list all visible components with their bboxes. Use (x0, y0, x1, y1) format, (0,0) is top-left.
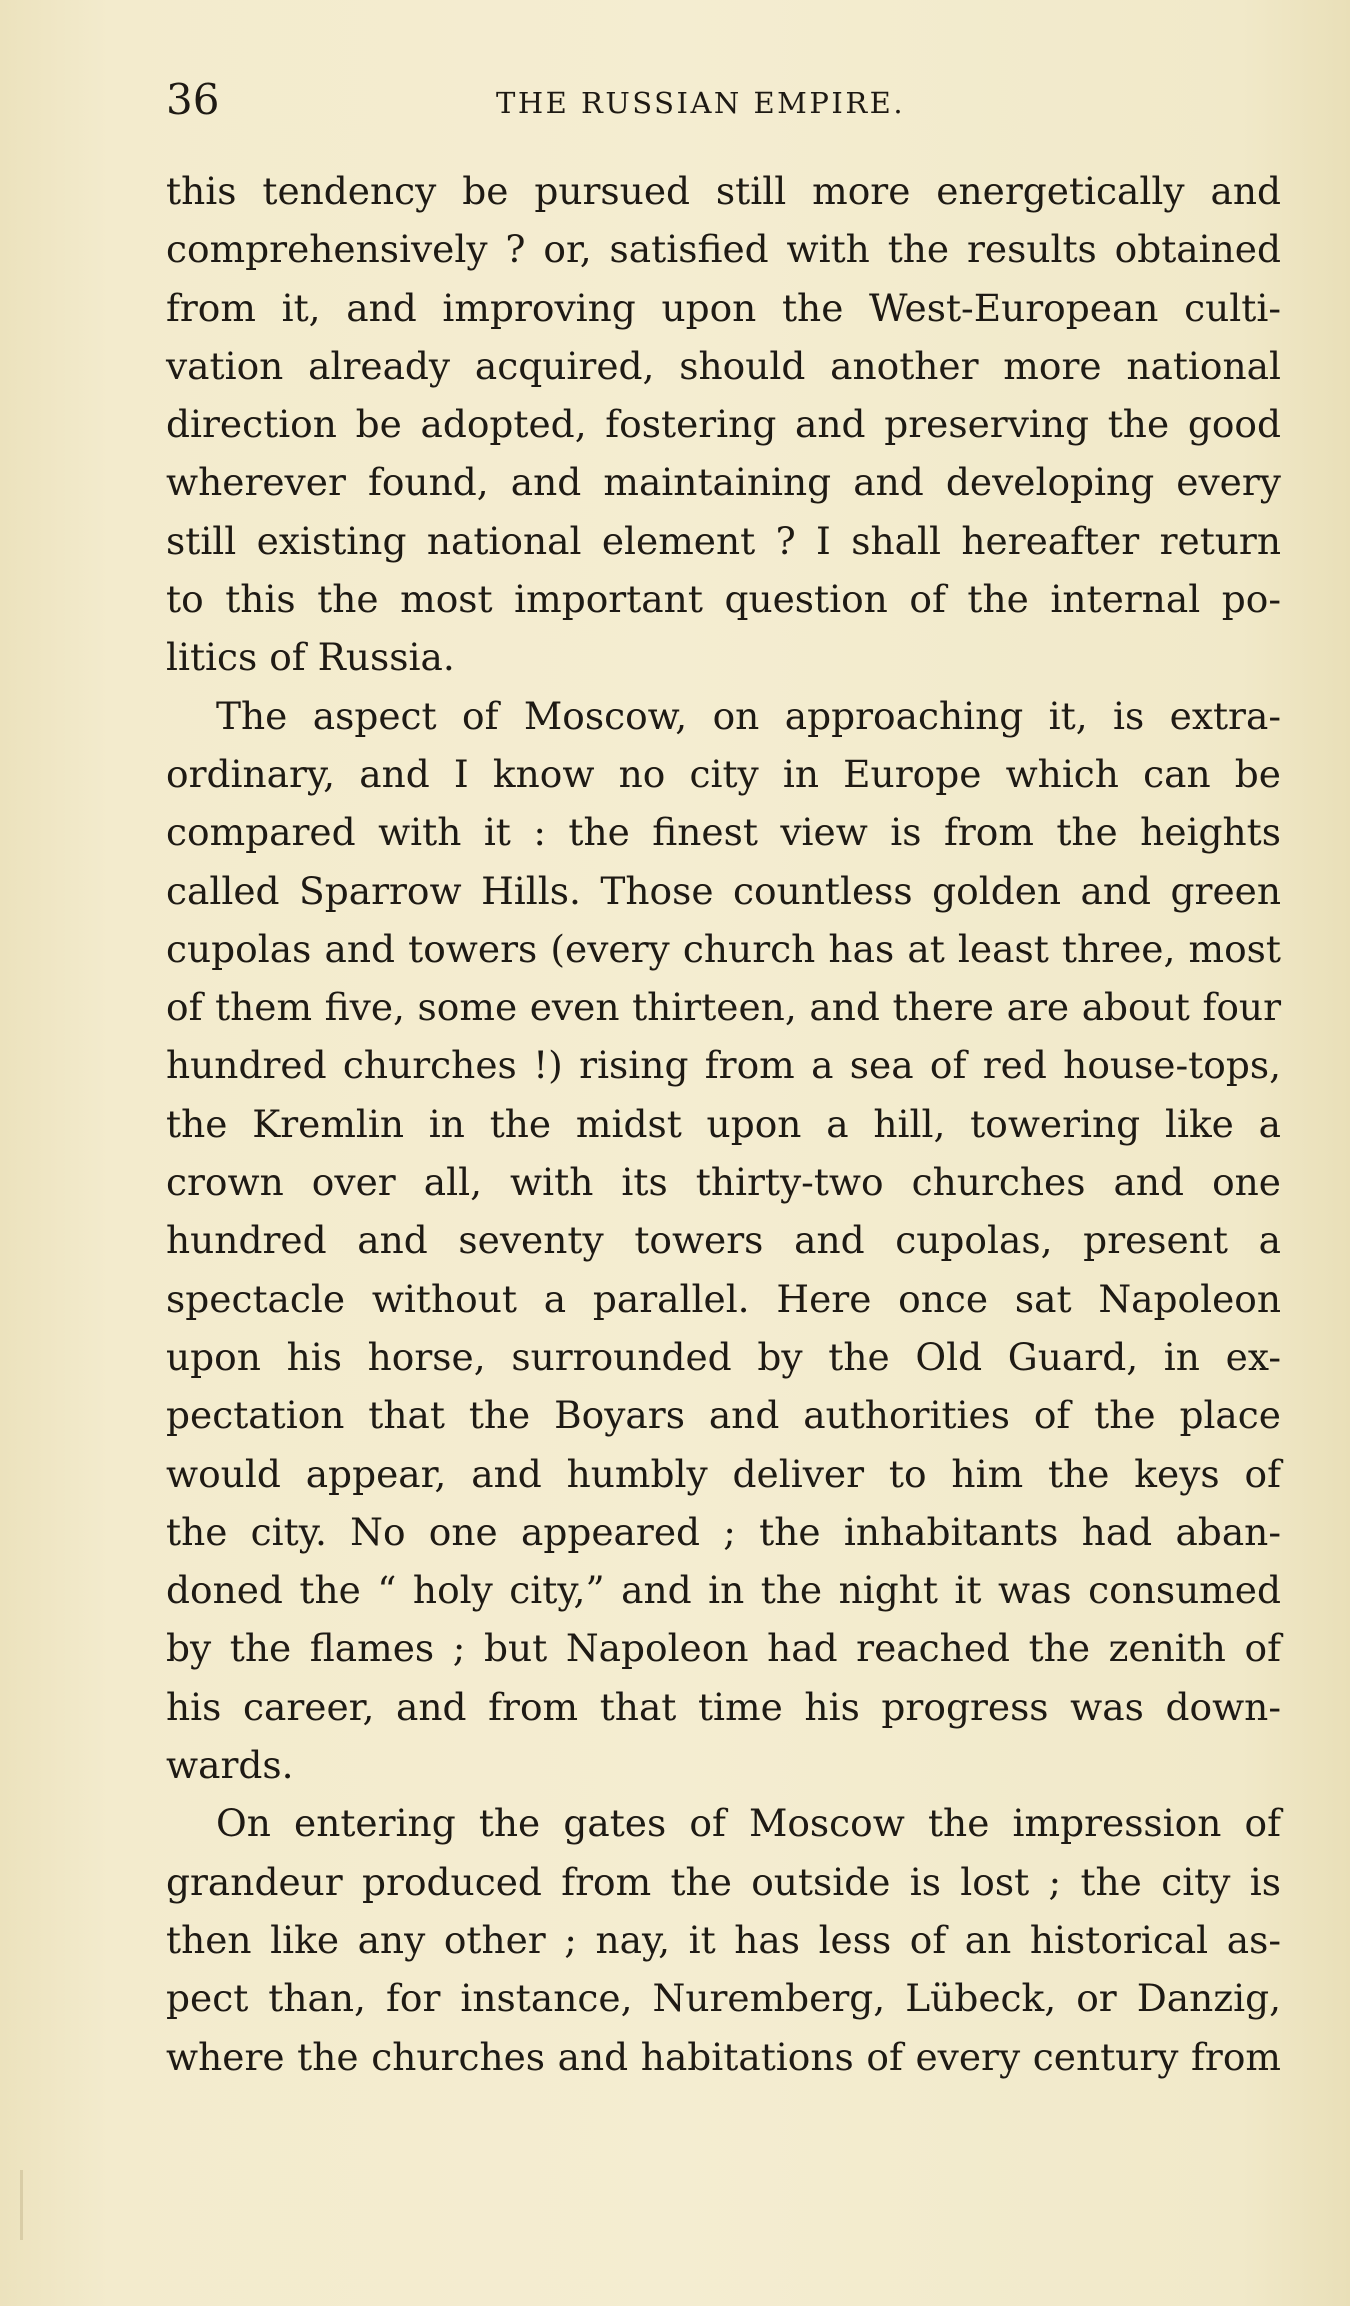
text-line: still existing national element ? I shall hereafter return (166, 518, 1281, 563)
text-line: pectation that the Boyars and authorities of the place (166, 1393, 1281, 1438)
paragraph (166, 1794, 1281, 2085)
text-line: of them five, some even thirteen, and there are about four (166, 985, 1281, 1030)
text-line: from it, and improving upon the West-European culti- (166, 285, 1281, 330)
running-title: THE RUSSIAN EMPIRE. (496, 86, 906, 120)
text-line: On entering the gates of Moscow the impression of (216, 1801, 1281, 1846)
text-line: litics of Russia. (166, 635, 455, 680)
text-line: upon his horse, surrounded by the Old Guard, in ex- (166, 1334, 1281, 1379)
text-line: to this the most important question of the internal po- (166, 577, 1281, 622)
text-line: compared with it : the finest view is from the heights (166, 810, 1281, 855)
paragraph (166, 687, 1281, 1795)
text-line: spectacle without a parallel. Here once sat Napoleon (166, 1276, 1281, 1321)
page-edge-mark (20, 2170, 23, 2240)
text-line: the Kremlin in the midst upon a hill, towering like a (166, 1101, 1281, 1146)
text-line: wards. (166, 1743, 294, 1788)
running-header (166, 72, 1286, 128)
text-line: crown over all, with its thirty-two churches and one (166, 1160, 1281, 1205)
text-line: pect than, for instance, Nuremberg, Lübeck, or Danzig, (166, 1976, 1281, 2021)
text-line: hundred and seventy towers and cupolas, present a (166, 1218, 1281, 1263)
body-text (166, 162, 1281, 2086)
text-line: the city. No one appeared ; the inhabitants had aban- (166, 1509, 1281, 1554)
text-line: comprehensively ? or, satisfied with the results obtained (166, 227, 1281, 272)
text-line: called Sparrow Hills. Those countless golden and green (166, 868, 1281, 913)
text-line: doned the “ holy city,” and in the night it was consumed (166, 1568, 1281, 1613)
text-line: where the churches and habitations of every century from (166, 2034, 1281, 2079)
text-line: cupolas and towers (every church has at least three, most (166, 926, 1281, 971)
text-line: grandeur produced from the outside is lost ; the city is (166, 1859, 1281, 1904)
page-number: 36 (166, 75, 220, 124)
text-line: then like any other ; nay, it has less of an historical as- (166, 1917, 1281, 1962)
text-line: The aspect of Moscow, on approaching it, is extra- (216, 693, 1281, 738)
text-line: ordinary, and I know no city in Europe which can be (166, 751, 1281, 796)
text-line: direction be adopted, fostering and preserving the good (166, 402, 1281, 447)
text-line: by the flames ; but Napoleon had reached the zenith of (166, 1626, 1281, 1671)
paragraph (166, 162, 1281, 687)
text-line: hundred churches !) rising from a sea of red house-tops, (166, 1043, 1281, 1088)
text-line: would appear, and humbly deliver to him the keys of (166, 1451, 1281, 1496)
text-line: this tendency be pursued still more energetically and (166, 169, 1281, 213)
text-line: wherever found, and maintaining and developing every (166, 460, 1281, 505)
text-line: his career, and from that time his progress was down- (166, 1684, 1281, 1729)
text-line: vation already acquired, should another more national (166, 343, 1281, 388)
